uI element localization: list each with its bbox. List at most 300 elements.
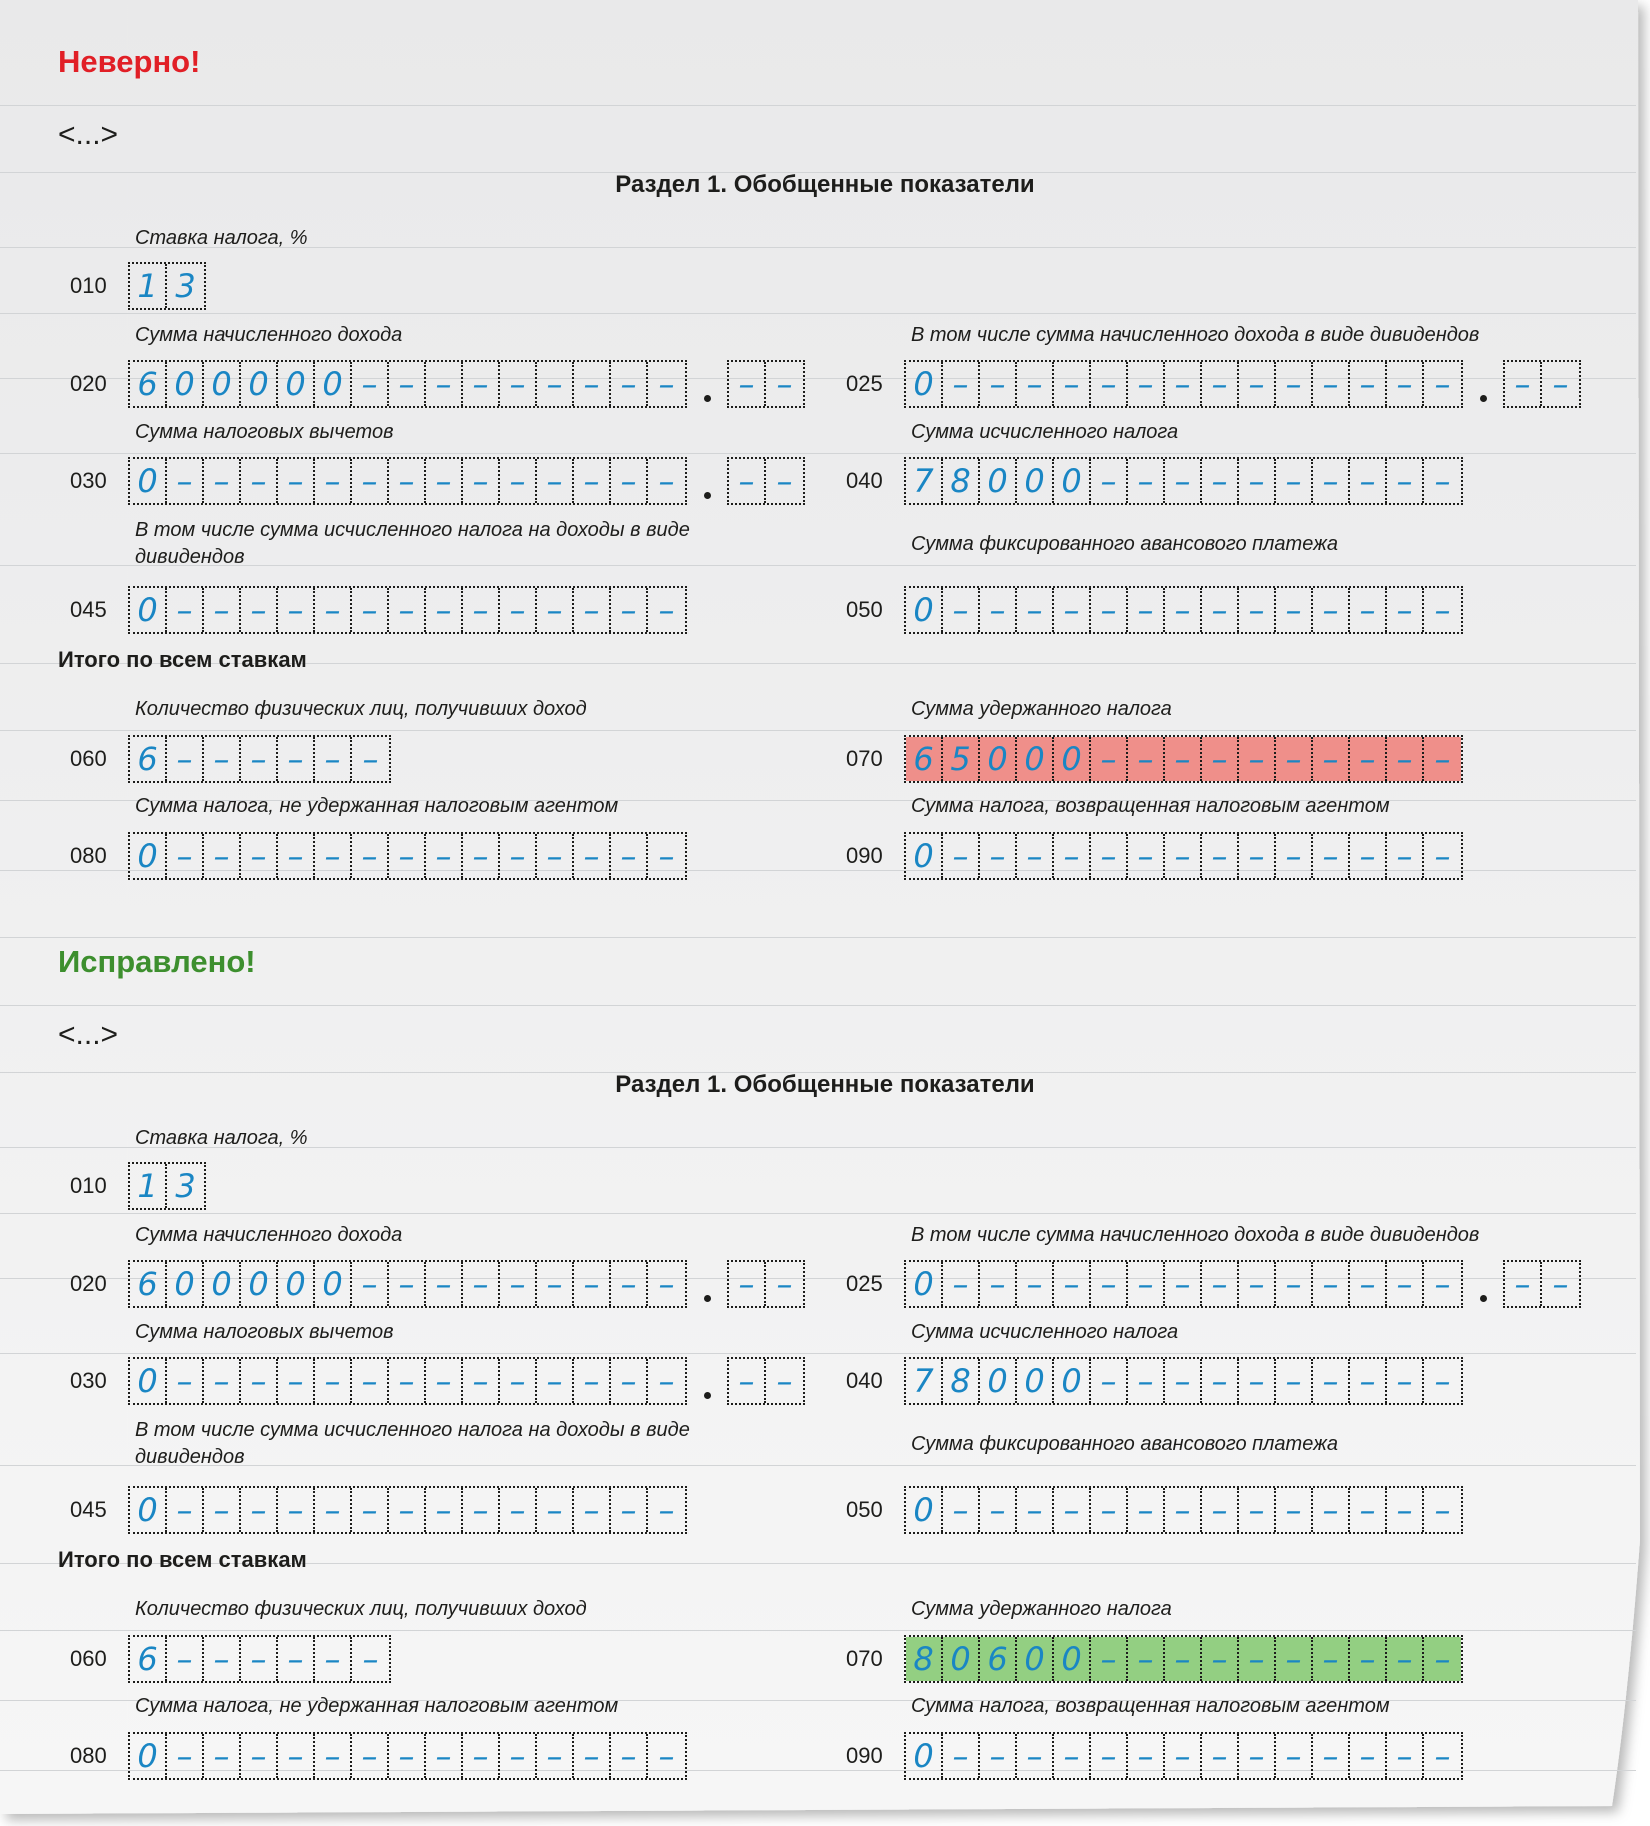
cell-dash: – — [1128, 362, 1165, 406]
cell-dash: – — [278, 588, 315, 632]
cell-dash: – — [352, 362, 389, 406]
cell-dash: – — [1165, 834, 1202, 878]
cell-dash: – — [1350, 834, 1387, 878]
cell-dash: – — [389, 362, 426, 406]
cell-dash: – — [574, 1488, 611, 1532]
cell-digit: 1 — [130, 264, 167, 308]
field-020-kopecks-cells[interactable] — [727, 1260, 805, 1308]
cell-dash: – — [500, 362, 537, 406]
cell-dash: – — [463, 362, 500, 406]
cell-dash: – — [352, 1734, 389, 1778]
cell-dash: – — [1350, 737, 1387, 781]
cell-dash: – — [1128, 588, 1165, 632]
cell-dash: – — [500, 834, 537, 878]
cell-dash: – — [204, 1734, 241, 1778]
field-label-045: В том числе сумма исчисленного налога на доходы в виде дивидендов — [135, 519, 690, 568]
cell-dash: – — [1387, 737, 1424, 781]
field-label-010: Ставка налога, % — [135, 227, 308, 249]
field-code-060: 060 — [70, 1646, 107, 1671]
cell-dash: – — [1091, 1734, 1128, 1778]
cell-dash: – — [1128, 1262, 1165, 1306]
cell-digit: 0 — [906, 1734, 943, 1778]
cell-dash: – — [611, 459, 648, 503]
cell-dash: – — [1387, 1359, 1424, 1403]
cell-digit: 0 — [980, 459, 1017, 503]
field-010-value-cells[interactable] — [128, 1162, 206, 1210]
cell-dash: – — [1387, 362, 1424, 406]
field-090-value-cells[interactable] — [904, 1732, 1463, 1780]
field-label-020: Сумма начисленного дохода — [135, 324, 403, 346]
cell-dash: – — [1239, 362, 1276, 406]
cell-dash: – — [463, 1734, 500, 1778]
ruling-line — [0, 1213, 1636, 1214]
cell-dash: – — [1434, 591, 1451, 629]
cell-digit: 0 — [167, 1262, 204, 1306]
cell-dash: – — [1091, 737, 1128, 781]
cell-dash: – — [943, 588, 980, 632]
cell-dash: – — [1350, 1488, 1387, 1532]
cell-dash: – — [352, 1488, 389, 1532]
cell-dash: – — [1505, 1262, 1542, 1306]
field-070-value-cells[interactable] — [904, 735, 1463, 783]
cell-dash: – — [241, 1359, 278, 1403]
cell-digit: 0 — [315, 362, 352, 406]
field-030-value-cells[interactable] — [128, 1357, 687, 1405]
cell-dash: – — [1165, 362, 1202, 406]
cell-dash: – — [729, 1359, 766, 1403]
cell-dash: – — [1239, 1488, 1276, 1532]
cell-dash: – — [500, 1488, 537, 1532]
cell-dash: – — [611, 1734, 648, 1778]
cell-digit: 0 — [130, 459, 167, 503]
cell-dash: – — [658, 462, 675, 500]
cell-dash: – — [1202, 1637, 1239, 1681]
cell-dash: – — [278, 1734, 315, 1778]
cell-digit: 7 — [906, 1359, 943, 1403]
field-030-value-cells[interactable] — [128, 457, 687, 505]
cell-digit: 0 — [1017, 1359, 1054, 1403]
cell-dash: – — [389, 834, 426, 878]
cell-digit: 0 — [315, 1262, 352, 1306]
cell-dash: – — [1054, 1734, 1091, 1778]
cell-dash: – — [1091, 362, 1128, 406]
cell-dash: – — [1202, 1359, 1239, 1403]
cell-dash: – — [537, 362, 574, 406]
cell-dash: – — [1054, 1488, 1091, 1532]
cell-dash: – — [426, 1734, 463, 1778]
cell-dash: – — [278, 1488, 315, 1532]
cell-digit: 0 — [906, 834, 943, 878]
cell-dash: – — [1276, 1359, 1313, 1403]
field-code-070: 070 — [846, 1646, 883, 1671]
cell-dash: – — [1276, 459, 1313, 503]
cell-dash: – — [943, 362, 980, 406]
ruling-line — [0, 105, 1636, 106]
cell-digit: 0 — [906, 588, 943, 632]
cell-dash: – — [278, 834, 315, 878]
cell-dash: – — [426, 588, 463, 632]
cell-digit: 6 — [980, 1637, 1017, 1681]
cell-digit: 0 — [130, 588, 167, 632]
cell-dash: – — [611, 588, 648, 632]
cell-dash: – — [1202, 1488, 1239, 1532]
cell-digit: 3 — [175, 1167, 196, 1205]
cell-dash: – — [204, 737, 241, 781]
cell-digit: 0 — [204, 362, 241, 406]
cell-dash: – — [980, 1262, 1017, 1306]
cell-dash: – — [658, 1737, 675, 1775]
field-010-value-cells[interactable] — [128, 262, 206, 310]
cell-dash: – — [241, 834, 278, 878]
field-025-value-cells[interactable] — [904, 360, 1463, 408]
field-code-010: 010 — [70, 1173, 107, 1198]
cell-digit: 6 — [906, 737, 943, 781]
cell-dash: – — [278, 459, 315, 503]
ruling-line — [0, 313, 1636, 314]
cell-dash: – — [611, 1359, 648, 1403]
cell-dash: – — [1276, 1637, 1313, 1681]
cell-dash: – — [1350, 1734, 1387, 1778]
field-code-070: 070 — [846, 746, 883, 771]
cell-dash: – — [611, 834, 648, 878]
field-070-value-cells[interactable] — [904, 1635, 1463, 1683]
cell-digit: 8 — [943, 459, 980, 503]
cell-dash: – — [1239, 1734, 1276, 1778]
cell-dash: – — [426, 362, 463, 406]
field-code-030: 030 — [70, 1368, 107, 1393]
cell-dash: – — [1202, 1734, 1239, 1778]
field-label-060: Количество физических лиц, получивших доход — [135, 698, 587, 720]
field-label-070: Сумма удержанного налога — [911, 698, 1172, 720]
cell-digit: 0 — [906, 362, 943, 406]
cell-dash: – — [1434, 837, 1451, 875]
cell-dash: – — [463, 1488, 500, 1532]
cell-dash: – — [776, 1265, 793, 1303]
cell-digit: 6 — [130, 737, 167, 781]
cell-dash: – — [1350, 1637, 1387, 1681]
cell-dash: – — [574, 1734, 611, 1778]
cell-dash: – — [315, 737, 352, 781]
cell-dash: – — [1350, 588, 1387, 632]
cell-dash: – — [574, 1359, 611, 1403]
cell-dash: – — [500, 1734, 537, 1778]
cell-digit: 0 — [1017, 1637, 1054, 1681]
cell-digit: 0 — [943, 1637, 980, 1681]
cell-dash: – — [426, 834, 463, 878]
field-020-value-cells[interactable] — [128, 1260, 687, 1308]
field-label-090: Сумма налога, возвращенная налоговым агентом — [911, 1695, 1390, 1717]
cell-dash: – — [1276, 362, 1313, 406]
cell-dash: – — [980, 834, 1017, 878]
field-code-050: 050 — [846, 1497, 883, 1522]
cell-digit: 0 — [278, 362, 315, 406]
cell-dash: – — [1017, 588, 1054, 632]
cell-dash: – — [315, 834, 352, 878]
cell-dash: – — [1165, 1637, 1202, 1681]
cell-dash: – — [278, 1637, 315, 1681]
cell-dash: – — [1091, 1262, 1128, 1306]
ruling-line — [0, 1353, 1636, 1354]
field-030-kopecks-cells[interactable] — [727, 457, 805, 505]
cell-dash: – — [1128, 459, 1165, 503]
cell-dash: – — [1434, 462, 1451, 500]
cell-digit: 0 — [130, 1359, 167, 1403]
cell-dash: – — [537, 459, 574, 503]
cell-dash: – — [1165, 1488, 1202, 1532]
cell-dash: – — [1165, 588, 1202, 632]
cell-dash: – — [1350, 362, 1387, 406]
cell-dash: – — [167, 1734, 204, 1778]
cell-dash: – — [241, 1637, 278, 1681]
field-code-010: 010 — [70, 273, 107, 298]
ruling-line — [0, 937, 1636, 938]
decimal-point — [704, 492, 711, 499]
cell-dash: – — [1202, 459, 1239, 503]
field-020-value-cells[interactable] — [128, 360, 687, 408]
field-label-080: Сумма налога, не удержанная налоговым агентом — [135, 795, 619, 817]
cell-dash: – — [315, 1488, 352, 1532]
cell-digit: 0 — [1054, 1359, 1091, 1403]
cell-dash: – — [729, 459, 766, 503]
cell-dash: – — [463, 588, 500, 632]
field-025-kopecks-cells[interactable] — [1503, 360, 1581, 408]
cell-digit: 0 — [130, 1488, 167, 1532]
cell-dash: – — [980, 1734, 1017, 1778]
cell-dash: – — [167, 459, 204, 503]
field-code-045: 045 — [70, 1497, 107, 1522]
cell-dash: – — [167, 737, 204, 781]
cell-dash: – — [1387, 588, 1424, 632]
omission-marker: <...> — [58, 118, 119, 151]
cell-dash: – — [463, 459, 500, 503]
decimal-point — [1480, 1295, 1487, 1302]
cell-dash: – — [426, 459, 463, 503]
field-080-value-cells[interactable] — [128, 832, 687, 880]
subtotal-heading: Итого по всем ставкам — [58, 1547, 307, 1572]
cell-dash: – — [204, 1488, 241, 1532]
cell-dash: – — [352, 1359, 389, 1403]
cell-dash: – — [1128, 737, 1165, 781]
cell-dash: – — [1239, 1359, 1276, 1403]
field-060-value-cells[interactable] — [128, 735, 391, 783]
cell-dash: – — [574, 588, 611, 632]
cell-dash: – — [1313, 1488, 1350, 1532]
field-label-060: Количество физических лиц, получивших доход — [135, 1598, 587, 1620]
cell-digit: 3 — [175, 267, 196, 305]
cell-dash: – — [352, 834, 389, 878]
cell-digit: 5 — [943, 737, 980, 781]
cell-dash: – — [1091, 1637, 1128, 1681]
cell-dash: – — [1276, 1734, 1313, 1778]
cell-dash: – — [1313, 1637, 1350, 1681]
field-label-080: Сумма налога, не удержанная налоговым агентом — [135, 1695, 619, 1717]
field-label-050: Сумма фиксированного авансового платежа — [911, 533, 1338, 555]
cell-dash: – — [278, 1359, 315, 1403]
cell-dash: – — [1313, 1359, 1350, 1403]
cell-dash: – — [729, 1262, 766, 1306]
cell-dash: – — [1313, 1734, 1350, 1778]
decimal-point — [1480, 395, 1487, 402]
cell-dash: – — [1017, 1488, 1054, 1532]
cell-dash: – — [1434, 365, 1451, 403]
cell-dash: – — [1017, 362, 1054, 406]
cell-dash: – — [362, 740, 379, 778]
cell-dash: – — [204, 1637, 241, 1681]
cell-dash: – — [1313, 834, 1350, 878]
cell-digit: 6 — [130, 1262, 167, 1306]
cell-dash: – — [1313, 588, 1350, 632]
cell-dash: – — [500, 1359, 537, 1403]
cell-dash: – — [241, 459, 278, 503]
cell-dash: – — [389, 459, 426, 503]
field-label-025: В том числе сумма начисленного дохода в виде дивидендов — [911, 324, 1480, 346]
field-code-060: 060 — [70, 746, 107, 771]
field-label-030: Сумма налоговых вычетов — [135, 421, 394, 443]
cell-dash: – — [1313, 737, 1350, 781]
ruling-line — [0, 453, 1636, 454]
field-050-value-cells[interactable] — [904, 1486, 1463, 1534]
cell-digit: 0 — [980, 737, 1017, 781]
field-090-value-cells[interactable] — [904, 832, 1463, 880]
cell-dash: – — [574, 459, 611, 503]
cell-digit: 6 — [130, 362, 167, 406]
cell-dash: – — [352, 588, 389, 632]
cell-dash: – — [389, 1359, 426, 1403]
field-025-value-cells[interactable] — [904, 1260, 1463, 1308]
cell-dash: – — [167, 1359, 204, 1403]
cell-dash: – — [574, 1262, 611, 1306]
cell-dash: – — [1552, 1265, 1569, 1303]
cell-dash: – — [204, 1359, 241, 1403]
cell-dash: – — [1424, 737, 1461, 781]
cell-dash: – — [1202, 362, 1239, 406]
cell-dash: – — [537, 1734, 574, 1778]
cell-digit: 0 — [1017, 459, 1054, 503]
field-045-value-cells[interactable] — [128, 586, 687, 634]
cell-dash: – — [537, 588, 574, 632]
cell-dash: – — [500, 459, 537, 503]
field-020-kopecks-cells[interactable] — [727, 360, 805, 408]
cell-dash: – — [1091, 834, 1128, 878]
section-title: Раздел 1. Обобщенные показатели — [615, 171, 1035, 198]
cell-digit: 0 — [906, 1488, 943, 1532]
cell-dash: – — [241, 1488, 278, 1532]
field-040-value-cells[interactable] — [904, 1357, 1463, 1405]
field-label-040: Сумма исчисленного налога — [911, 1321, 1179, 1343]
cell-dash: – — [1313, 1262, 1350, 1306]
cell-dash: – — [389, 1734, 426, 1778]
omission-marker: <...> — [58, 1018, 119, 1051]
field-label-030: Сумма налоговых вычетов — [135, 1321, 394, 1343]
field-label-090: Сумма налога, возвращенная налоговым агентом — [911, 795, 1390, 817]
cell-dash: – — [389, 1262, 426, 1306]
cell-dash: – — [167, 588, 204, 632]
cell-dash: – — [611, 1262, 648, 1306]
cell-dash: – — [1202, 1262, 1239, 1306]
cell-dash: – — [1128, 1359, 1165, 1403]
cell-dash: – — [658, 1362, 675, 1400]
cell-dash: – — [980, 588, 1017, 632]
cell-dash: – — [1387, 1637, 1424, 1681]
cell-digit: 0 — [241, 1262, 278, 1306]
cell-digit: 0 — [1054, 1637, 1091, 1681]
cell-dash: – — [241, 1734, 278, 1778]
cell-dash: – — [658, 837, 675, 875]
cell-digit: 0 — [241, 362, 278, 406]
field-code-080: 080 — [70, 1743, 107, 1768]
cell-dash: – — [1313, 362, 1350, 406]
field-050-value-cells[interactable] — [904, 586, 1463, 634]
field-label-010: Ставка налога, % — [135, 1127, 308, 1149]
status-wrong-heading: Неверно! — [58, 44, 201, 79]
cell-dash: – — [1017, 1734, 1054, 1778]
cell-dash: – — [463, 834, 500, 878]
field-045-value-cells[interactable] — [128, 1486, 687, 1534]
cell-dash: – — [574, 834, 611, 878]
field-label-025: В том числе сумма начисленного дохода в виде дивидендов — [911, 1224, 1480, 1246]
decimal-point — [704, 395, 711, 402]
cell-dash: – — [1128, 1734, 1165, 1778]
ruling-line — [0, 730, 1636, 731]
cell-dash: – — [241, 588, 278, 632]
field-080-value-cells[interactable] — [128, 1732, 687, 1780]
cell-digit: 8 — [943, 1359, 980, 1403]
cell-dash: – — [1239, 459, 1276, 503]
cell-dash: – — [1387, 1734, 1424, 1778]
field-025-kopecks-cells[interactable] — [1503, 1260, 1581, 1308]
cell-dash: – — [1313, 459, 1350, 503]
cell-dash: – — [1434, 1737, 1451, 1775]
field-040-value-cells[interactable] — [904, 457, 1463, 505]
field-code-025: 025 — [846, 371, 883, 396]
cell-dash: – — [315, 1734, 352, 1778]
cell-dash: – — [1202, 737, 1239, 781]
field-060-value-cells[interactable] — [128, 1635, 391, 1683]
field-030-kopecks-cells[interactable] — [727, 1357, 805, 1405]
field-code-025: 025 — [846, 1271, 883, 1296]
cell-dash: – — [658, 1265, 675, 1303]
cell-dash: – — [315, 1359, 352, 1403]
cell-dash: – — [463, 1262, 500, 1306]
cell-dash: – — [1350, 1262, 1387, 1306]
cell-dash: – — [658, 365, 675, 403]
cell-dash: – — [1165, 1359, 1202, 1403]
cell-dash: – — [426, 1359, 463, 1403]
cell-dash: – — [1202, 588, 1239, 632]
cell-dash: – — [1017, 1262, 1054, 1306]
cell-dash: – — [204, 588, 241, 632]
field-label-045: В том числе сумма исчисленного налога на доходы в виде дивидендов — [135, 1419, 690, 1468]
cell-dash: – — [1239, 1262, 1276, 1306]
cell-dash: – — [1276, 1488, 1313, 1532]
section-title: Раздел 1. Обобщенные показатели — [615, 1071, 1035, 1098]
cell-dash: – — [1434, 1362, 1451, 1400]
field-code-045: 045 — [70, 597, 107, 622]
cell-dash: – — [1434, 1491, 1451, 1529]
cell-dash: – — [463, 1359, 500, 1403]
cell-digit: 0 — [1054, 459, 1091, 503]
cell-dash: – — [426, 1488, 463, 1532]
cell-dash: – — [1239, 1637, 1276, 1681]
cell-digit: 0 — [980, 1359, 1017, 1403]
cell-dash: – — [1276, 737, 1313, 781]
cell-dash: – — [776, 1362, 793, 1400]
cell-dash: – — [500, 588, 537, 632]
cell-dash: – — [167, 834, 204, 878]
cell-digit: 1 — [130, 1164, 167, 1208]
cell-dash: – — [574, 362, 611, 406]
cell-dash: – — [352, 1262, 389, 1306]
